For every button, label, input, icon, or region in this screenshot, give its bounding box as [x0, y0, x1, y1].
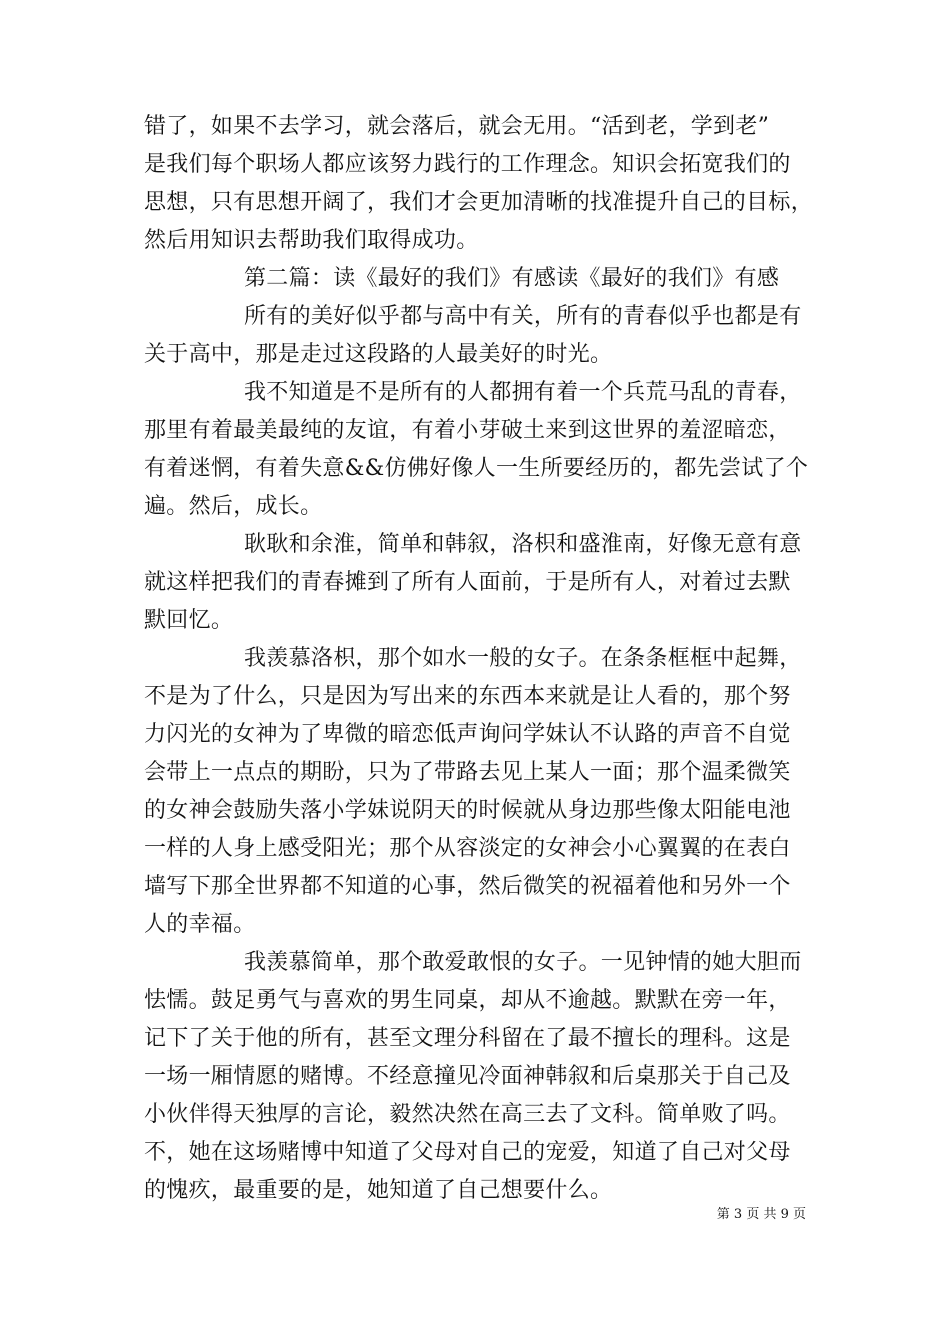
- body-line: 就这样把我们的青春摊到了所有人面前，于是所有人，对着过去默: [144, 570, 791, 595]
- body-line: 怯懦。鼓足勇气与喜欢的男生同桌，却从不逾越。默默在旁一年，: [144, 988, 791, 1013]
- body-line: 一样的人身上感受阳光；那个从容淡定的女神会小心翼翼的在表白: [144, 836, 791, 861]
- body-line: 遍。然后，成长。: [144, 494, 323, 519]
- body-line: 人的幸福。: [144, 912, 256, 937]
- body-line: 思想，只有思想开阔了，我们才会更加清晰的找准提升自己的目标，: [144, 190, 814, 215]
- body-line: 记下了关于他的所有，甚至文理分科留在了最不擅长的理科。这是: [144, 1026, 791, 1051]
- body-line: 不是为了什么，只是因为写出来的东西本来就是让人看的，那个努: [144, 684, 791, 709]
- body-line: 我羡慕简单，那个敢爱敢恨的女子。一见钟情的她大胆而: [244, 950, 802, 975]
- body-line: 关于高中，那是走过这段路的人最美好的时光。: [144, 342, 613, 367]
- section-heading: 第二篇：读《最好的我们》有感读《最好的我们》有感: [244, 266, 780, 291]
- body-line: 所有的美好似乎都与高中有关，所有的青春似乎也都是有: [244, 304, 802, 329]
- body-line: 小伙伴得天独厚的言论，毅然决然在高三去了文科。简单败了吗。: [144, 1102, 791, 1127]
- body-line: 是我们每个职场人都应该努力践行的工作理念。知识会拓宽我们的: [144, 152, 791, 177]
- body-line: 然后用知识去帮助我们取得成功。: [144, 228, 479, 253]
- body-line: 耿耿和余淮，简单和韩叙，洛枳和盛淮南，好像无意有意: [244, 532, 802, 557]
- body-line: 我不知道是不是所有的人都拥有着一个兵荒马乱的青春，: [244, 380, 802, 405]
- body-line: 错了，如果不去学习，就会落后，就会无用。“活到老，学到老”: [144, 114, 770, 139]
- body-line: 有着迷惘，有着失意&&仿佛好像人一生所要经历的，都先尝试了个: [144, 456, 809, 481]
- body-line: 默回忆。: [144, 608, 234, 633]
- page-number-footer: 第 3 页 共 9 页: [716, 1207, 806, 1222]
- body-line: 我羡慕洛枳，那个如水一般的女子。在条条框框中起舞，: [244, 646, 802, 671]
- body-line: 那里有着最美最纯的友谊，有着小芽破土来到这世界的羞涩暗恋，: [144, 418, 791, 443]
- body-line: 力闪光的女神为了卑微的暗恋低声询问学妹认不认路的声音不自觉: [144, 722, 791, 747]
- body-line: 的愧疚，最重要的是，她知道了自己想要什么。: [144, 1178, 613, 1203]
- body-line: 墙写下那全世界都不知道的心事，然后微笑的祝福着他和另外一个: [144, 874, 791, 899]
- body-line: 一场一厢情愿的赌博。不经意撞见冷面神韩叙和后桌那关于自己及: [144, 1064, 791, 1089]
- body-line: 的女神会鼓励失落小学妹说阴天的时候就从身边那些像太阳能电池: [144, 798, 791, 823]
- body-line: 不，她在这场赌博中知道了父母对自己的宠爱，知道了自己对父母: [144, 1140, 791, 1165]
- body-line: 会带上一点点的期盼，只为了带路去见上某人一面；那个温柔微笑: [144, 760, 791, 785]
